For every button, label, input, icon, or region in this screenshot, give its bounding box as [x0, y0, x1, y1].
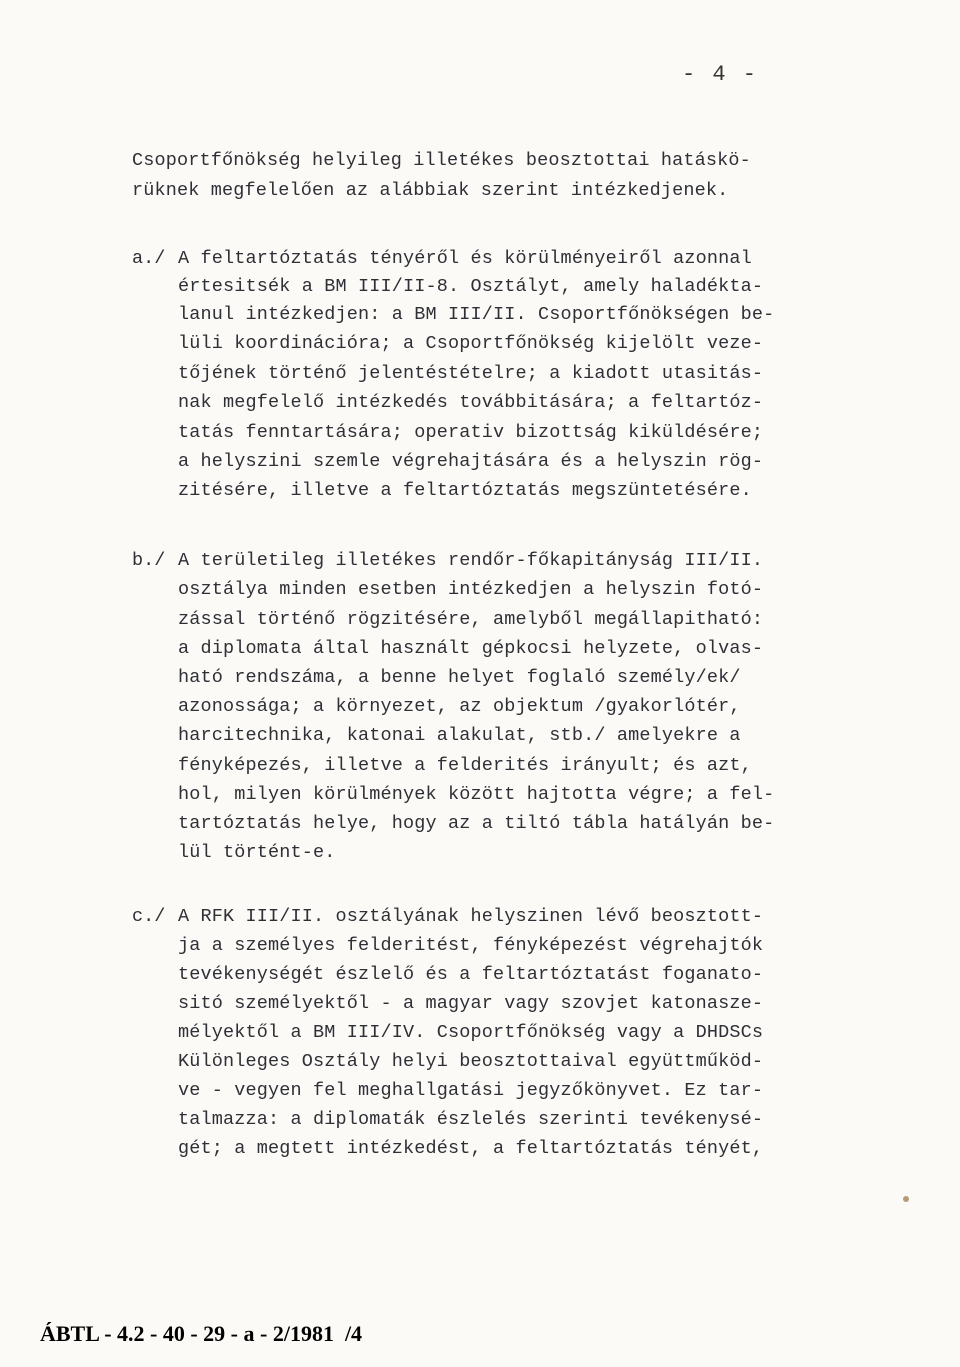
section-b-line: lül történt-e. [178, 842, 336, 863]
section-b-line: azonossága; a környezet, az objektum /gyakorlótér, [178, 696, 741, 717]
section-c-line: talmazza: a diplomaták észlelés szerinti tevékenysé- [178, 1109, 764, 1130]
section-b-line: tartóztatás helye, hogy az a tiltó tábla hatályán be- [178, 813, 775, 834]
section-b-line: fényképezés, illetve a felderités irányult; és azt, [178, 755, 752, 776]
section-a-line: A feltartóztatás tényéről és körülményeiről azonnal [178, 248, 752, 269]
section-b-line: hol, milyen körülmények között hajtotta végre; a fel- [178, 784, 775, 805]
section-c-line: A RFK III/II. osztályának helyszinen lévő beosztott- [178, 906, 764, 927]
intro-line: Csoportfőnökség helyileg illetékes beosztottai hatáskö- [132, 150, 751, 171]
section-b-line: a diplomata által használt gépkocsi helyzete, olvas- [178, 638, 764, 659]
section-b-line: osztálya minden esetben intézkedjen a helyszin fotó- [178, 579, 764, 600]
section-c-line: ja a személyes felderitést, fényképezést végrehajtók [178, 935, 764, 956]
section-b-label: b./ [132, 550, 166, 571]
archive-reference: ÁBTL - 4.2 - 40 - 29 - a - 2/1981 /4 [40, 1321, 363, 1346]
section-b-line: harcitechnika, katonai alakulat, stb./ amelyekre a [178, 725, 741, 746]
section-a-line: tőjének történő jelentéstételre; a kiadott utasitás- [178, 363, 764, 384]
section-c-line: mélyektől a BM III/IV. Csoportfőnökség vagy a DHDSCs [178, 1022, 764, 1043]
section-c-line: sitó személyektől - a magyar vagy szovjet katonasze- [178, 993, 764, 1014]
section-a-line: a helyszini szemle végrehajtására és a helyszin rög- [178, 451, 764, 472]
section-c-line: tevékenységét észlelő és a feltartóztatást foganato- [178, 964, 764, 985]
page-number: - 4 - [681, 62, 758, 87]
section-a-line: nak megfelelő intézkedés továbbitására; a feltartóz- [178, 392, 764, 413]
paper-speck [903, 1196, 909, 1202]
intro-line: rüknek megfelelően az alábbiak szerint intézkedjenek. [132, 180, 729, 201]
section-c-line: ve - vegyen fel meghallgatási jegyzőkönyvet. Ez tar- [178, 1080, 764, 1101]
section-c-line: Különleges Osztály helyi beosztottaival együttműköd- [178, 1051, 764, 1072]
section-b-line: ható rendszáma, a benne helyet foglaló személy/ek/ [178, 667, 741, 688]
section-a-line: tatás fenntartására; operativ bizottság kiküldésére; [178, 422, 764, 443]
section-a-line: lanul intézkedjen: a BM III/II. Csoportfőnökségen be- [178, 304, 775, 325]
section-b-line: A területileg illetékes rendőr-főkapitányság III/II. [178, 550, 764, 571]
section-a-line: értesitsék a BM III/II-8. Osztályt, amely haladékta- [178, 276, 764, 297]
section-a-line: lüli koordinációra; a Csoportfőnökség kijelölt veze- [178, 333, 764, 354]
section-c-line: gét; a megtett intézkedést, a feltartóztatás tényét, [178, 1138, 764, 1159]
section-c-label: c./ [132, 906, 166, 927]
section-a-label: a./ [132, 248, 166, 269]
section-a-line: zitésére, illetve a feltartóztatás megszüntetésére. [178, 480, 752, 501]
section-b-line: zással történő rögzitésére, amelyből megállapitható: [178, 609, 764, 630]
